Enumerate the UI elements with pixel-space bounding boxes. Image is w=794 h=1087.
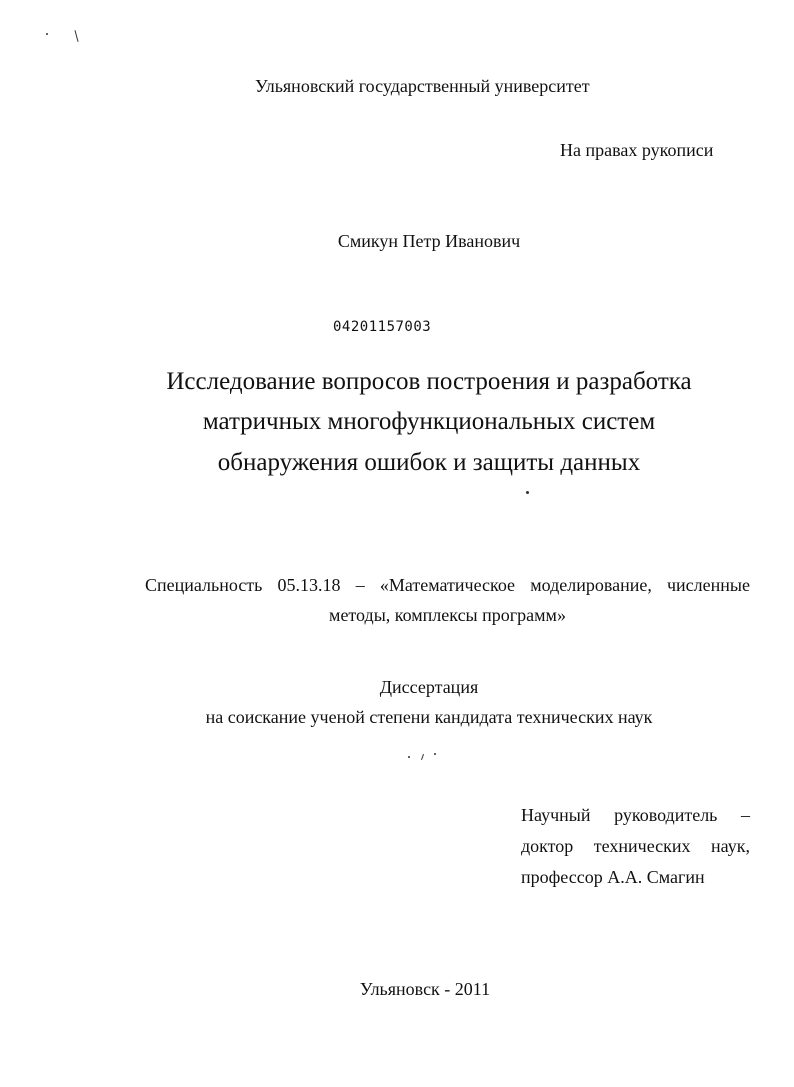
scientific-supervisor-block (521, 800, 750, 893)
supervisor-line: Научный руководитель – (521, 805, 750, 825)
scan-speck (421, 754, 424, 760)
city-and-year: Ульяновск - 2011 (359, 979, 491, 999)
catalog-number: 04201157003 (333, 319, 432, 335)
scan-speck (526, 491, 529, 494)
title-line: обнаружения ошибок и защиты данных (217, 449, 641, 476)
dissertation-label: Диссертация (379, 677, 479, 697)
scan-speck (434, 753, 436, 755)
scan-speck (46, 33, 48, 35)
title-line: Исследование вопросов построения и разработка (166, 368, 692, 395)
manuscript-rights-note: На правах рукописи (560, 140, 714, 160)
scan-speck (74, 30, 78, 42)
scan-speck (408, 756, 410, 758)
specialty-statement: Специальность 05.13.18 – «Математическое моделирование, численные методы, комплексы программ» (145, 575, 750, 625)
title-line: матричных многофункциональных систем (202, 408, 656, 435)
degree-statement: на соискание ученой степени кандидата технических наук (205, 707, 653, 727)
supervisor-line: доктор технических наук, (521, 836, 750, 856)
university-name: Ульяновский государственный университет (255, 76, 590, 96)
author-name: Смикун Петр Иванович (337, 231, 521, 251)
supervisor-line: профессор А.А. Смагин (521, 867, 705, 887)
